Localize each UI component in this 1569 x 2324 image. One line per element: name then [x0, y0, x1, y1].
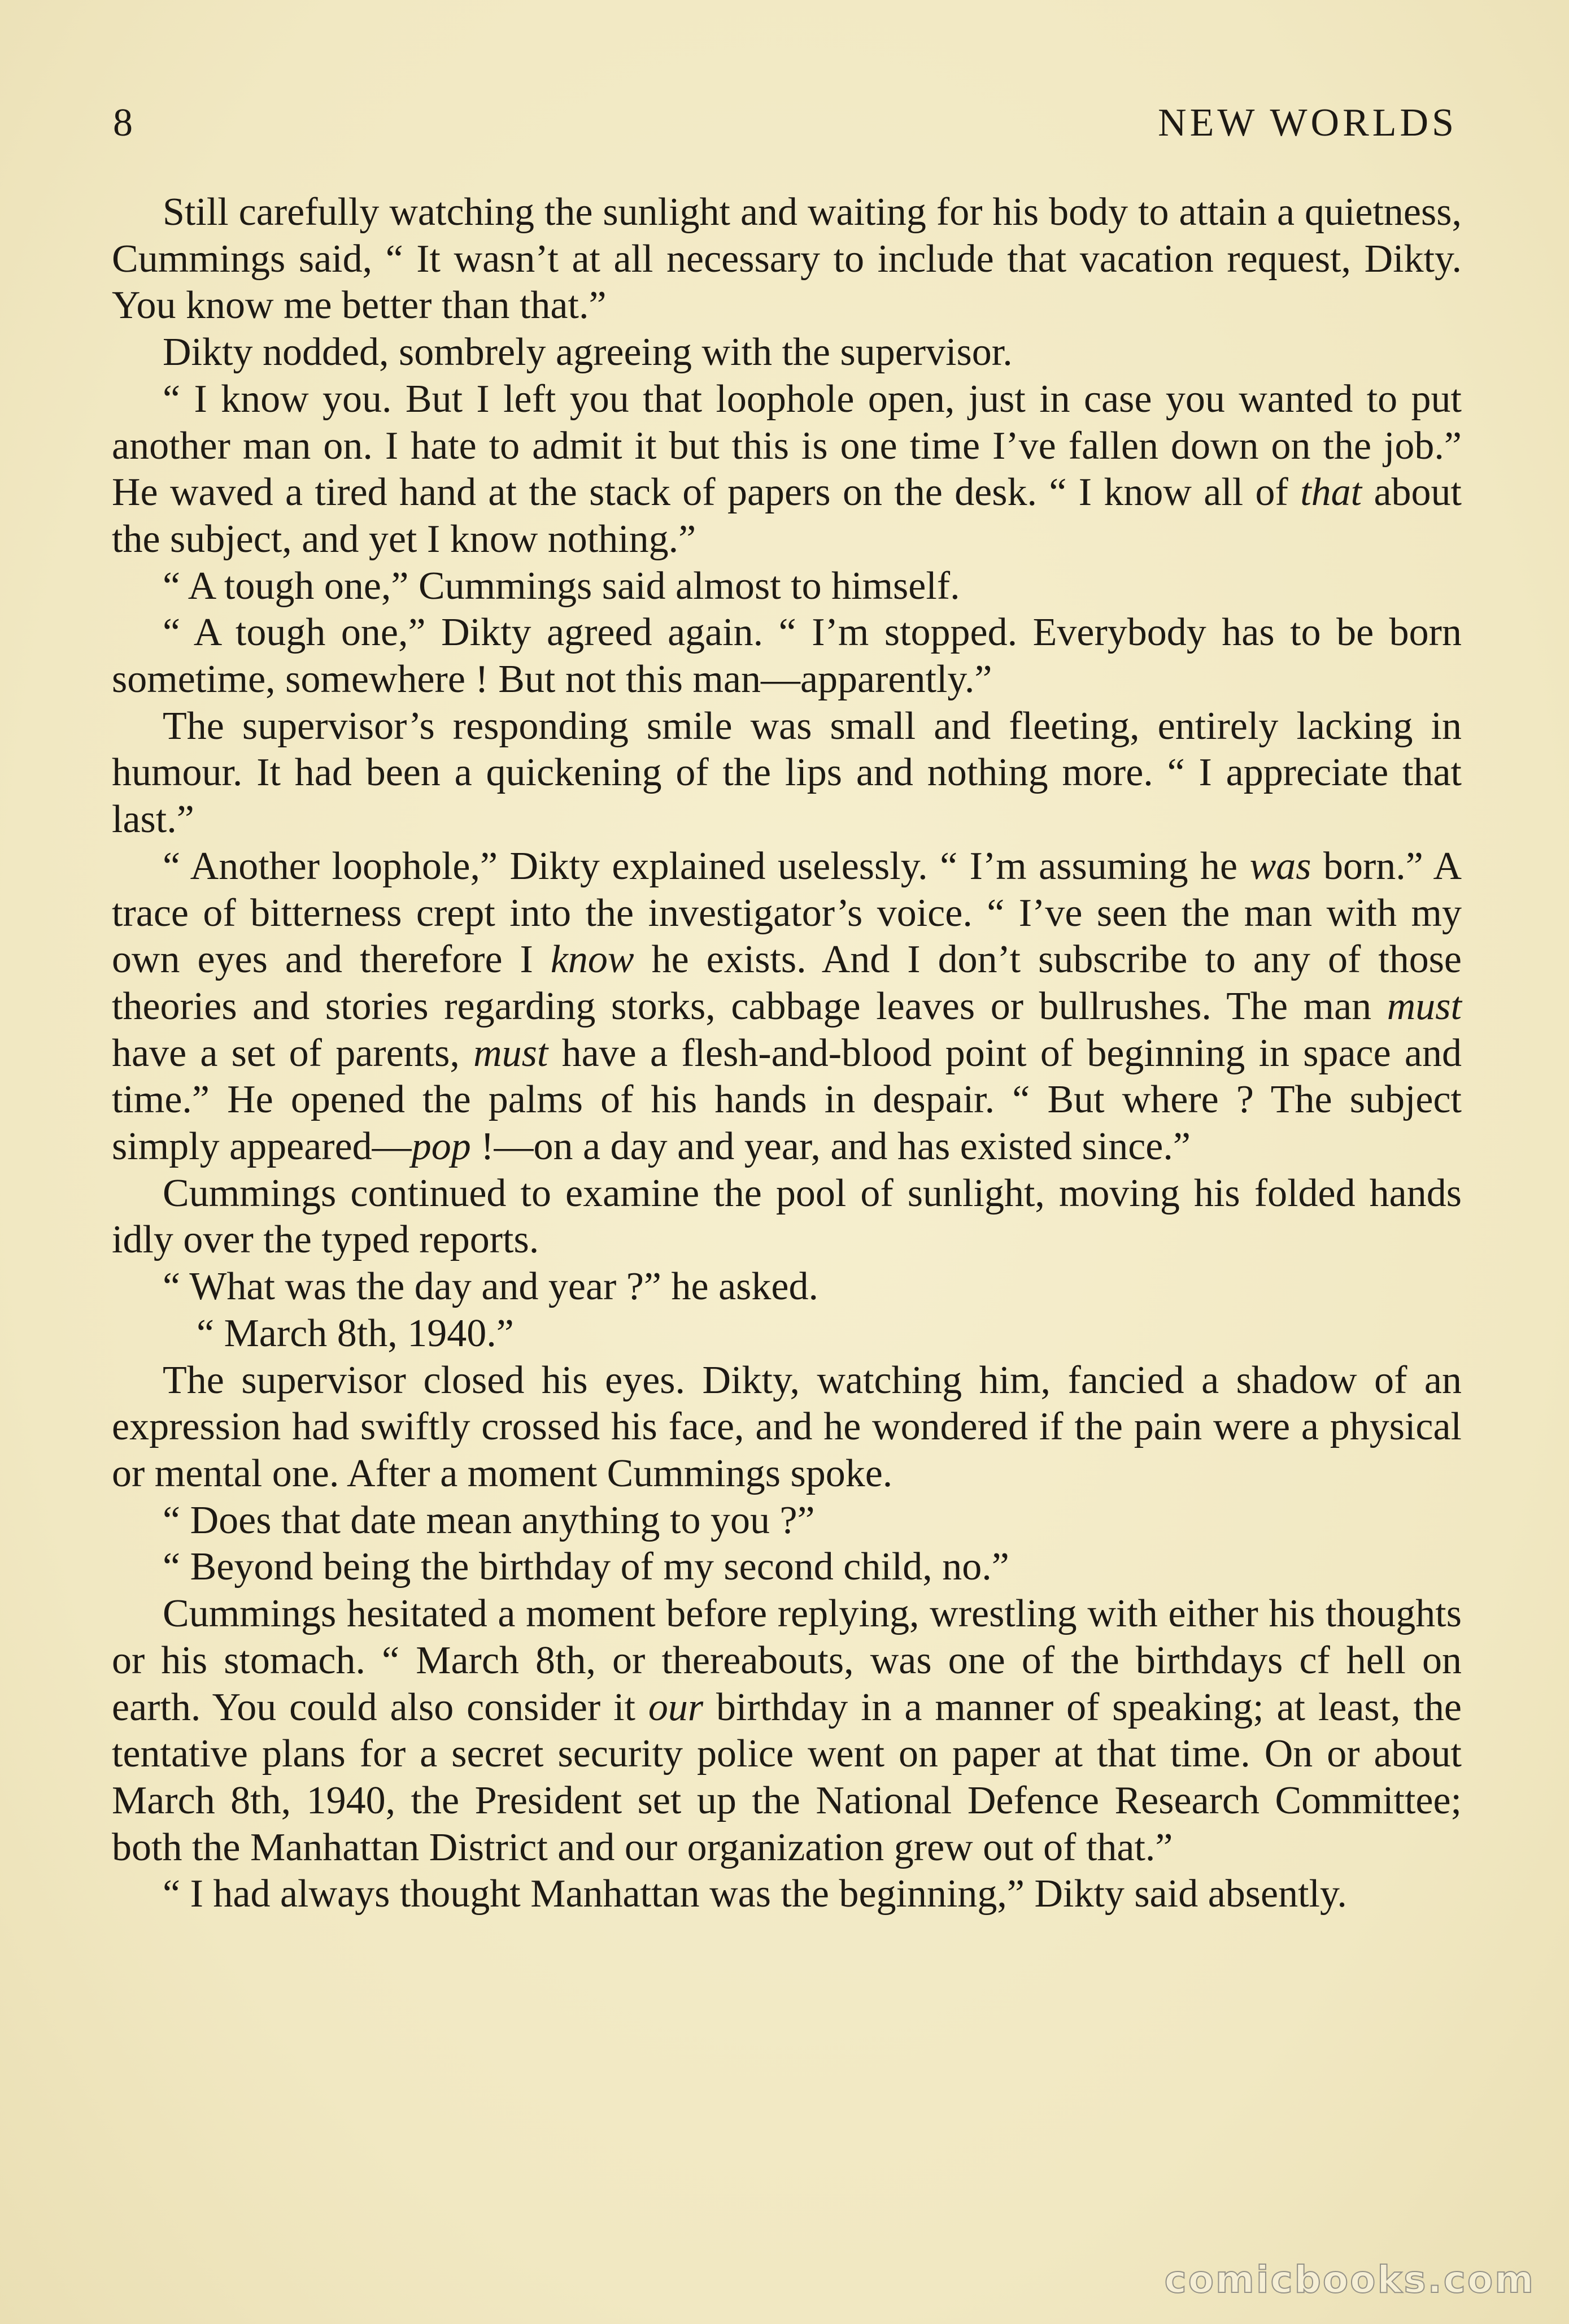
paragraph: The supervisor’s responding smile was small and fleeting, entirely lacking in humour. It had been a quickening of the lips and nothing more. “ I appreciate that last.”	[112, 704, 1462, 842]
paragraph: “ Does that date mean anything to you ?”	[163, 1498, 815, 1542]
paragraph: “ March 8th, 1940.”	[197, 1311, 514, 1355]
paragraph: Still carefully watching the sunlight and waiting for his body to attain a quietness, Cummings said, “ It wasn’t at all necessary to include that vacation request, Dikty. You know me better than that.”	[112, 190, 1462, 328]
paragraph: “ Another loophole,” Dikty explained uselessly. “ I’m assuming he was born.” A trace of bitterness crept into the investigator’s voice. “ I’ve seen the man with my own eyes and therefore I know he exists. And I don’t subscribe to any of those theories and stories regarding storks, cabbage leaves or bullrushes. The man must have a set of parents, must have a flesh-and-blood point of beginning in space and time.” He opened the palms of his hands in despair. “ But where ? The subject simply appeared—pop !—on a day and year, and has existed since.”	[112, 844, 1462, 1169]
paragraph: Cummings continued to examine the pool of sunlight, moving his folded hands idly over the typed reports.	[112, 1171, 1462, 1262]
paragraph: “ I know you. But I left you that loophole open, just in case you wanted to put another man on. I hate to admit it but this is one time I’ve fallen down on the job.” He waved a tired hand at the stack of papers on the desk. “ I know all of that about the subject, and yet I know nothing.”	[112, 377, 1462, 561]
site-watermark: comicbooks.com	[1164, 2258, 1535, 2301]
paragraph: Dikty nodded, sombrely agreeing with the supervisor.	[163, 330, 1013, 375]
paragraph: “ What was the day and year ?” he asked.	[163, 1265, 818, 1309]
paragraph: “ A tough one,” Dikty agreed again. “ I’m stopped. Everybody has to be born sometime, somewhere ! But not this man—apparently.”	[112, 611, 1462, 702]
page-header	[113, 101, 1457, 157]
paragraph: “ Beyond being the birthday of my second child, no.”	[163, 1545, 1009, 1589]
paragraph: “ A tough one,” Cummings said almost to himself.	[163, 564, 960, 608]
running-head: NEW WORLDS	[1158, 101, 1457, 145]
paragraph: Cummings hesitated a moment before replying, wrestling with either his thoughts or his stomach. “ March 8th, or thereabouts, was one of the birthdays cf hell on earth. You could also consider it our birthday in a manner of speaking; at least, the tentative plans for a secret security police went on paper at that time. On or about March 8th, 1940, the President set up the National Defence Research Committee; both the Manhattan District and our organization grew out of that.”	[112, 1592, 1462, 1869]
story-text	[112, 189, 1462, 1918]
paragraph: “ I had always thought Manhattan was the beginning,” Dikty said absently.	[163, 1872, 1347, 1916]
page-number: 8	[113, 101, 134, 145]
paragraph: The supervisor closed his eyes. Dikty, watching him, fancied a shadow of an expression had swiftly crossed his face, and he wondered if the pain were a physical or mental one. After a moment Cummings spoke.	[112, 1358, 1462, 1495]
